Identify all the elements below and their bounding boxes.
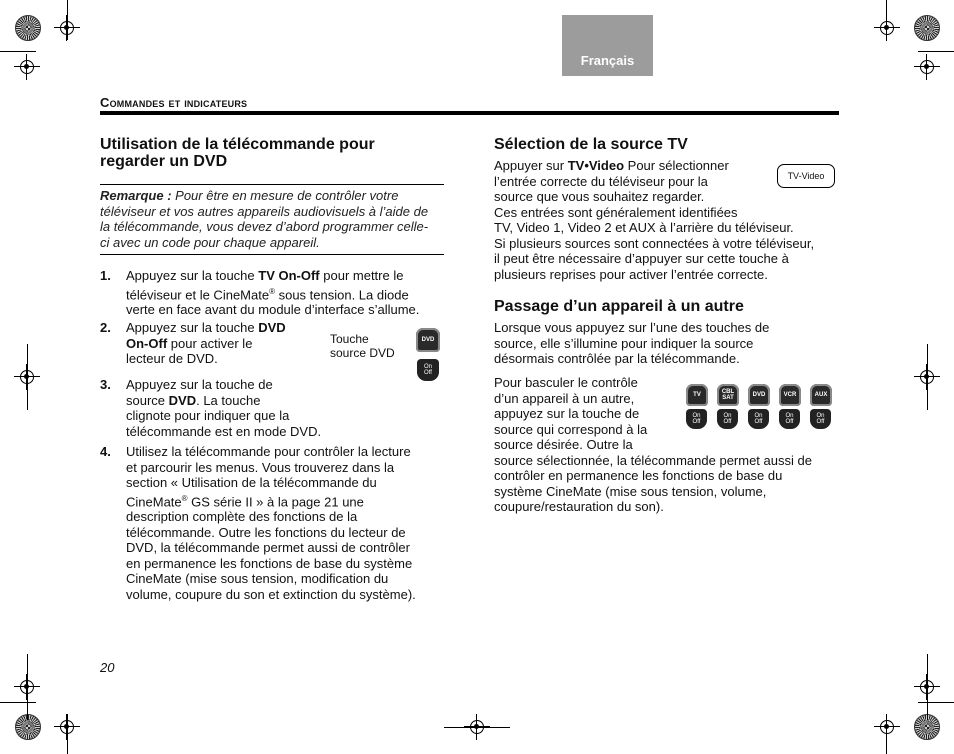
source-button-vcr: [779, 384, 801, 406]
off-label: Off: [692, 419, 701, 425]
source-button-aux: [810, 384, 832, 406]
note-line: Pour être en mesure de contrôler votre: [171, 188, 399, 203]
button-label: CBL SAT: [721, 389, 735, 401]
step-text: Utilisez la télécommande pour contrôler la lecture: [126, 444, 411, 459]
para-text: Pour basculer le contrôle: [494, 375, 638, 390]
source-button-dvd: [748, 384, 770, 406]
trim-line: [67, 0, 68, 40]
caption-line: source DVD: [330, 346, 395, 360]
dvd-source-button: [416, 328, 440, 352]
step-text: lecteur de DVD.: [126, 351, 218, 366]
para-text: Pour sélectionner: [624, 158, 729, 173]
step-key: DVD: [168, 392, 197, 408]
registered-mark: ®: [181, 493, 188, 503]
button-label: AUX: [814, 392, 828, 398]
para-text: source sélectionnée, la télécommande permet aussi de: [494, 452, 812, 468]
dvd-on-off-button: [417, 359, 439, 381]
on-off-button: [717, 409, 738, 429]
button-label: DVD: [752, 392, 766, 398]
title-line-1: Utilisation de la télécommande pour: [100, 136, 375, 153]
trim-line: [886, 0, 887, 40]
step-2-text: [126, 320, 316, 367]
trim-line: [927, 344, 928, 410]
step-text: télécommande. Outre les fonctions du lecteur de: [126, 524, 406, 540]
step-3-number: 3.: [100, 377, 111, 392]
para-text: contrôler en permanence les fonctions de base du: [494, 468, 783, 483]
on-off-label: [424, 364, 432, 376]
step-text: Appuyez sur la touche: [126, 320, 259, 335]
crosshair-mark: [14, 54, 40, 80]
off-label: Off: [723, 419, 732, 425]
button-label: DVD: [421, 337, 435, 343]
trim-line: [918, 51, 954, 52]
step-1-number: 1.: [100, 268, 111, 283]
source-button-cbl-sat: [717, 384, 739, 406]
on-off-button: [748, 409, 769, 429]
source-buttons-row: [685, 384, 835, 432]
para-text: Ces entrées sont généralement identifiées: [494, 204, 738, 220]
para-text: l’entrée correcte du téléviseur pour la: [494, 173, 708, 189]
trim-line: [27, 344, 28, 410]
tv-video-button: [777, 164, 835, 188]
step-4-text: [126, 444, 456, 602]
step-3-text: [126, 377, 356, 439]
left-section-title: [100, 136, 375, 170]
switch-device-title: Passage d’un appareil à un autre: [494, 298, 744, 315]
para-text: d’un appareil à un autre,: [494, 390, 635, 406]
trim-line: [27, 654, 28, 720]
registration-burst-bottom-left: [15, 714, 41, 740]
language-tab-label: Français: [580, 53, 635, 68]
on-label: On: [423, 364, 432, 370]
step-text: CineMate: [126, 493, 182, 509]
step-text: . La touche: [196, 392, 261, 408]
para-text: source qui correspond à la: [494, 421, 648, 437]
para-text: source, elle s’illumine pour indiquer la source: [494, 335, 754, 351]
on-off-button: [686, 409, 707, 429]
section-header-text: Commandes et indicateurs: [100, 95, 248, 110]
off-label: Off: [754, 419, 763, 425]
registration-burst-top-left: [15, 15, 41, 41]
page-number: 20: [100, 660, 115, 675]
dvd-source-caption: [330, 332, 395, 360]
button-label: TV: [693, 392, 701, 398]
step-text: clignote pour indiquer que la: [126, 408, 290, 423]
section-header: [100, 95, 247, 110]
step-text: sous tension. La diode: [274, 286, 409, 302]
note-line: ci avec un code pour chaque appareil.: [100, 234, 320, 250]
para-text: coupure/restauration du son).: [494, 499, 664, 514]
para-text: TV, Video 1, Video 2 et AUX à l’arrière du téléviseur.: [494, 220, 794, 235]
on-label: On: [816, 413, 825, 419]
para-text: source que vous souhaitez regarder.: [494, 189, 705, 204]
source-button-tv: [686, 384, 708, 406]
step-key: DVD: [258, 320, 286, 335]
crosshair-mark: [914, 54, 940, 80]
para-key: TV•Video: [567, 158, 625, 173]
para-text: système CineMate (mise sous tension, volume,: [494, 483, 767, 499]
trim-line: [0, 51, 36, 52]
step-text: DVD, la télécommande permet aussi de contrôler: [126, 540, 410, 556]
step-text: en permanence les fonctions de base du système: [126, 555, 413, 571]
step-2-number: 2.: [100, 320, 111, 335]
caption-line: Touche: [330, 332, 369, 346]
crosshair-mark: [874, 714, 900, 740]
para-text: appuyez sur la touche de: [494, 406, 640, 421]
header-rule: [100, 111, 839, 115]
para-text: Si plusieurs sources sont connectées à votre téléviseur,: [494, 235, 815, 251]
registration-burst-top-right: [914, 15, 940, 41]
button-label: VCR: [783, 392, 797, 398]
trim-line: [886, 714, 887, 754]
step-text: description complète des fonctions de la: [126, 509, 358, 525]
note-line: téléviseur et vos autres appareils audiovisuels à l’aide de: [100, 203, 429, 219]
trim-line: [918, 702, 954, 703]
language-tab: [562, 15, 653, 76]
step-text: et parcourir les menus. Vous trouverez dans la: [126, 459, 395, 475]
para-text: Appuyer sur: [494, 158, 568, 173]
step-text: pour mettre le: [319, 268, 404, 283]
on-label: On: [754, 413, 763, 419]
title-line-2: regarder un DVD: [100, 153, 228, 170]
registered-mark: ®: [269, 286, 275, 296]
off-label: Off: [816, 419, 825, 425]
step-text: section « Utilisation de la télécommande du: [126, 475, 377, 490]
on-off-button: [810, 409, 831, 429]
step-text: pour activer le: [167, 335, 253, 351]
step-4-number: 4.: [100, 444, 111, 459]
step-text: Appuyez sur la touche de: [126, 377, 273, 392]
off-label: Off: [785, 419, 794, 425]
para-text: il peut être nécessaire d’appuyer sur cette touche à: [494, 251, 789, 266]
step-text: verte en face avant du module d’interface s’allume.: [126, 302, 420, 318]
note-line: la télécommande, vous devez d’abord programmer celle-: [100, 219, 429, 234]
note-block: [100, 188, 450, 250]
trim-line: [444, 727, 510, 728]
trim-line: [67, 714, 68, 754]
on-label: On: [692, 413, 701, 419]
on-off-button: [779, 409, 800, 429]
step-text: Appuyez sur la touche: [126, 268, 259, 283]
step-text: téléviseur et le CineMate: [126, 286, 270, 302]
off-label: Off: [424, 370, 432, 376]
note-label: Remarque :: [100, 188, 172, 203]
step-text: source: [126, 392, 169, 408]
on-label: On: [785, 413, 794, 419]
step-text: volume, coupure du son et extinction du système).: [126, 586, 416, 602]
switch-device-paragraph-1: [494, 320, 844, 367]
para-text: désormais contrôlée par la télécommande.: [494, 351, 740, 366]
button-label: TV-Video: [787, 171, 825, 181]
para-text: Lorsque vous appuyez sur l’une des touches de: [494, 320, 770, 335]
on-label: On: [723, 413, 732, 419]
step-1-text: [126, 268, 456, 318]
note-rule-bottom: [100, 254, 444, 255]
trim-line: [0, 702, 36, 703]
para-text: plusieurs reprises pour activer l’entrée correcte.: [494, 266, 768, 282]
note-rule-top: [100, 184, 444, 185]
step-key: TV On-Off: [258, 268, 320, 283]
crosshair-mark: [874, 15, 900, 41]
tv-source-title: Sélection de la source TV: [494, 136, 688, 153]
trim-line: [927, 654, 928, 720]
step-text: GS série II » à la page 21 une: [187, 493, 364, 509]
step-key: On-Off: [126, 335, 168, 351]
step-text: télécommande est en mode DVD.: [126, 423, 322, 439]
para-text: source désirée. Outre la: [494, 437, 633, 452]
step-text: CineMate (mise sous tension, modification du: [126, 571, 389, 587]
